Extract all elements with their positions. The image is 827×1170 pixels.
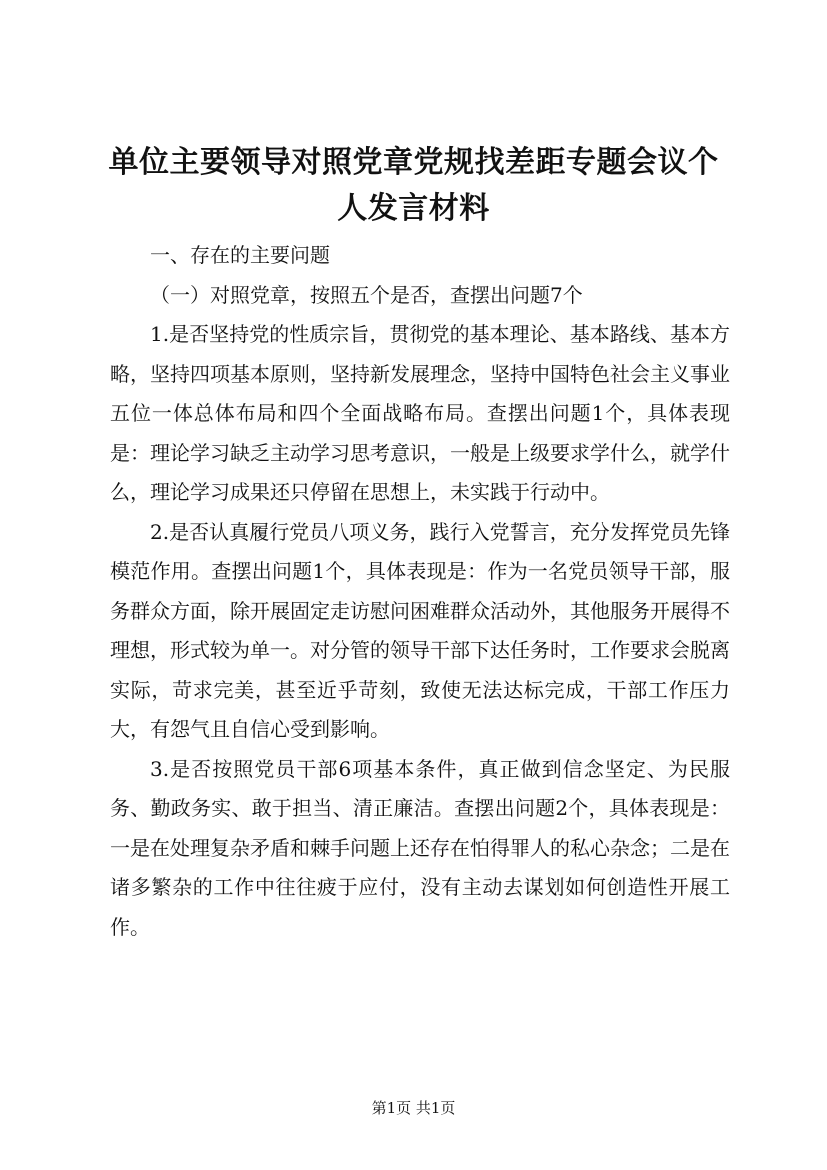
document-body: [110, 236, 730, 947]
subsection-heading: （一）对照党章，按照五个是否，查摆出问题7个: [150, 282, 583, 307]
paragraph-2: 2.是否认真履行党员八项义务，践行入党誓言，充分发挥党员先锋模范作用。查摆出问题1个，具体表现是：作为一名党员领导干部，服务群众方面，除开展固定走访慰问困难群众活动外，其他服务开展得不理想，形式较为单一。对分管的领导干部下达任务时，工作要求会脱离实际，苛求完美，甚至近乎苛刻，致使无法达标完成，干部工作压力大，有怨气且自信心受到影响。: [110, 519, 730, 741]
document-title: [100, 140, 727, 232]
title-line-2: 人发言材料: [337, 191, 490, 226]
paragraph-3: 3.是否按照党员干部6项基本条件，真正做到信念坚定、为民服务、勤政务实、敢于担当、清正廉洁。查摆出问题2个，具体表现是：一是在处理复杂矛盾和棘手问题上还存在怕得罪人的私心杂念；二是在诸多繁杂的工作中往往疲于应付，没有主动去谋划如何创造性开展工作。: [110, 756, 730, 939]
title-line-1: 单位主要领导对照党章党规找差距专题会议个: [108, 145, 719, 180]
page-footer: 第1页 共1页: [371, 1099, 456, 1117]
paragraph-1: 1.是否坚持党的性质宗旨，贯彻党的基本理论、基本路线、基本方略，坚持四项基本原则，坚持新发展理念，坚持中国特色社会主义事业五位一体总体布局和四个全面战略布局。查摆出问题1个，具体表现是：理论学习缺乏主动学习思考意识，一般是上级要求学什么，就学什么，理论学习成果还只停留在思想上，未实践于行动中。: [110, 322, 730, 504]
section-heading: 一、存在的主要问题: [150, 243, 330, 267]
